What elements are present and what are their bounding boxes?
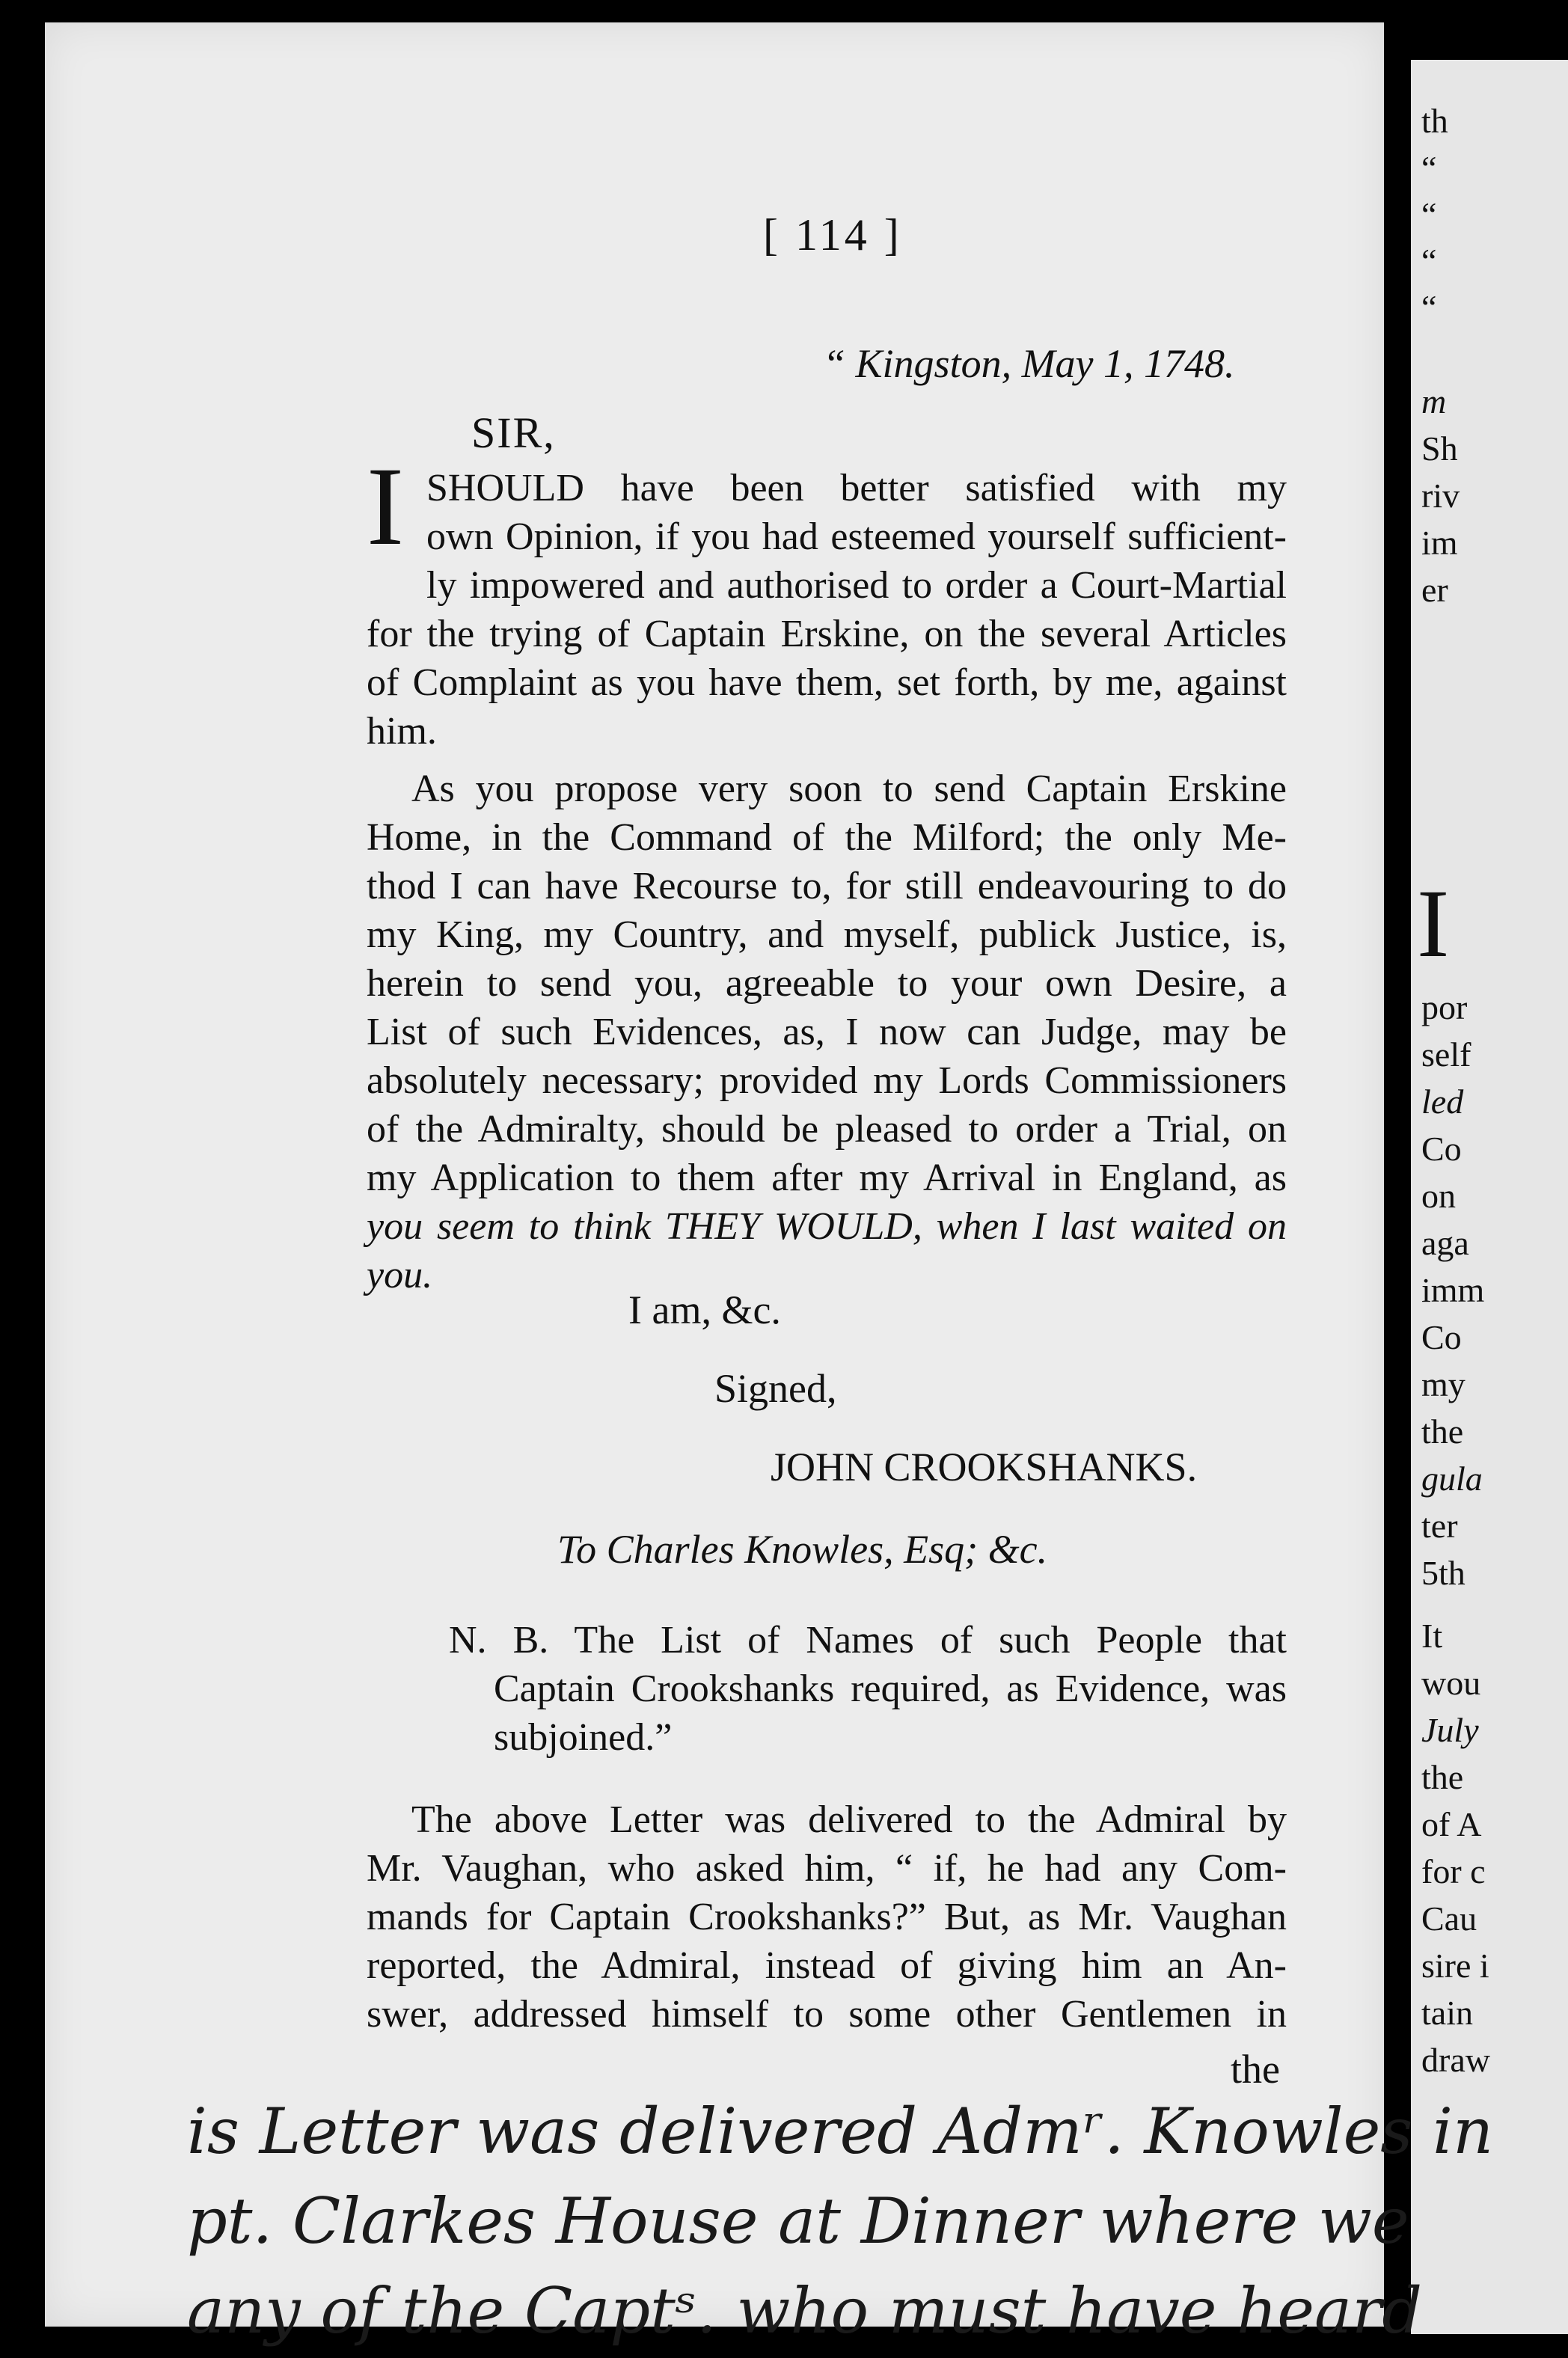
fragment-line: Cau: [1421, 1899, 1477, 1938]
text-line: my King, my Country, and myself, publick Justice, is,: [367, 913, 1287, 956]
fragment-line: tain: [1421, 1994, 1473, 2032]
fragment-line: gula: [1421, 1460, 1483, 1498]
fragment-line: wou: [1421, 1664, 1481, 1702]
fragment-drop-cap: I: [1417, 870, 1450, 978]
fragment-line: led: [1421, 1082, 1464, 1121]
fragment-line: the: [1421, 1758, 1464, 1796]
fragment-line: sire i: [1421, 1947, 1489, 1985]
text-line: ly impowered and authorised to order a Court-Martial: [426, 564, 1287, 607]
text-line: mands for Captain Crookshanks?” But, as Mr. Vaughan: [367, 1896, 1287, 1938]
first-paragraph-continued: [367, 610, 1287, 756]
page-number: [ 114 ]: [763, 210, 902, 260]
signed: Signed,: [714, 1366, 837, 1411]
fragment-line: riv: [1421, 477, 1460, 515]
text-line: The above Letter was delivered to the Admiral by: [411, 1798, 1287, 1841]
fragment-line: m: [1421, 382, 1447, 420]
fragment-line: Co: [1421, 1130, 1462, 1168]
fragment-line: the: [1421, 1412, 1464, 1451]
page-gutter: [1384, 0, 1411, 2358]
fragment-line: self: [1421, 1035, 1471, 1074]
fragment-line: of A: [1421, 1805, 1482, 1843]
fragment-line: draw: [1421, 2041, 1490, 2079]
text-line: Home, in the Command of the Milford; the only Me-: [367, 816, 1287, 859]
text-line: Mr. Vaughan, who asked him, “ if, he had any Com-: [367, 1847, 1287, 1890]
text-line: SHOULD have been better satisfied with my: [426, 467, 1287, 509]
fragment-line: my: [1421, 1365, 1466, 1403]
fragment-line: th: [1421, 102, 1448, 140]
fragment-line: Co: [1421, 1318, 1462, 1356]
addressee: To Charles Knowles, Esq; &c.: [557, 1527, 1048, 1572]
text-line: thod I can have Recourse to, for still endeavouring to do: [367, 865, 1287, 907]
fragment-line: “: [1421, 242, 1437, 280]
fragment-line: por: [1421, 988, 1468, 1026]
fragment-line: “: [1421, 149, 1437, 187]
closing: I am, &c.: [628, 1287, 781, 1332]
text-line: him.: [367, 710, 437, 753]
letter-dateline: “ Kingston, May 1, 1748.: [823, 341, 1235, 386]
text-line: you seem to think THEY WOULD, when I last waited on: [367, 1205, 1287, 1248]
second-paragraph: [367, 765, 1287, 1299]
text-line: absolutely necessary; provided my Lords Commissioners: [367, 1059, 1287, 1102]
first-paragraph: [426, 464, 1287, 610]
text-line: swer, addressed himself to some other Gentlemen in: [367, 1993, 1287, 2036]
fragment-line: “: [1421, 195, 1437, 233]
fragment-line: for c: [1421, 1852, 1486, 1890]
handwritten-note-line: pt. Clarkes House at Dinner where we: [187, 2184, 1409, 2258]
fragment-line: im: [1421, 524, 1458, 562]
text-line: my Application to them after my Arrival in England, as: [367, 1157, 1287, 1199]
text-line: reported, the Admiral, instead of giving him an An-: [367, 1944, 1287, 1987]
fragment-line: July: [1421, 1711, 1479, 1749]
drop-cap: I: [367, 444, 404, 569]
fragment-line: “: [1421, 288, 1437, 326]
facing-page-fragment: [1411, 60, 1568, 2334]
signature: JOHN CROOKSHANKS.: [771, 1445, 1198, 1489]
fragment-line: 5th: [1421, 1554, 1466, 1592]
fragment-line: Sh: [1421, 429, 1458, 468]
fragment-line: imm: [1421, 1271, 1485, 1309]
fragment-line: on: [1421, 1177, 1456, 1215]
catchword: the: [1231, 2047, 1280, 2092]
text-line: Captain Crookshanks required, as Evidence, was: [494, 1668, 1287, 1710]
text-line: of the Admiralty, should be pleased to order a Trial, on: [367, 1108, 1287, 1151]
handwritten-note-line: is Letter was delivered Admʳ. Knowles in: [187, 2095, 1494, 2168]
fragment-line: It: [1421, 1617, 1443, 1655]
text-line: own Opinion, if you had esteemed yourself sufficient-: [426, 515, 1287, 558]
text-line: for the trying of Captain Erskine, on the several Articles: [367, 613, 1287, 655]
text-line: you.: [367, 1254, 433, 1296]
salutation: SIR,: [471, 408, 556, 457]
text-line: List of such Evidences, as, I now can Judge, may be: [367, 1011, 1287, 1053]
text-line: herein to send you, agreeable to your own Desire, a: [367, 962, 1287, 1005]
fragment-line: aga: [1421, 1224, 1469, 1262]
narrative-paragraph: [367, 1795, 1287, 2039]
text-line: subjoined.”: [494, 1716, 673, 1759]
text-line: N. B. The List of Names of such People that: [449, 1619, 1287, 1662]
handwritten-note-line: any of the Captˢ. who must have heard: [187, 2274, 1423, 2348]
fragment-line: er: [1421, 571, 1448, 609]
nota-bene: [449, 1616, 1287, 1762]
fragment-line: ter: [1421, 1507, 1458, 1545]
text-line: of Complaint as you have them, set forth, by me, against: [367, 661, 1287, 704]
text-line: As you propose very soon to send Captain Erskine: [411, 768, 1287, 810]
